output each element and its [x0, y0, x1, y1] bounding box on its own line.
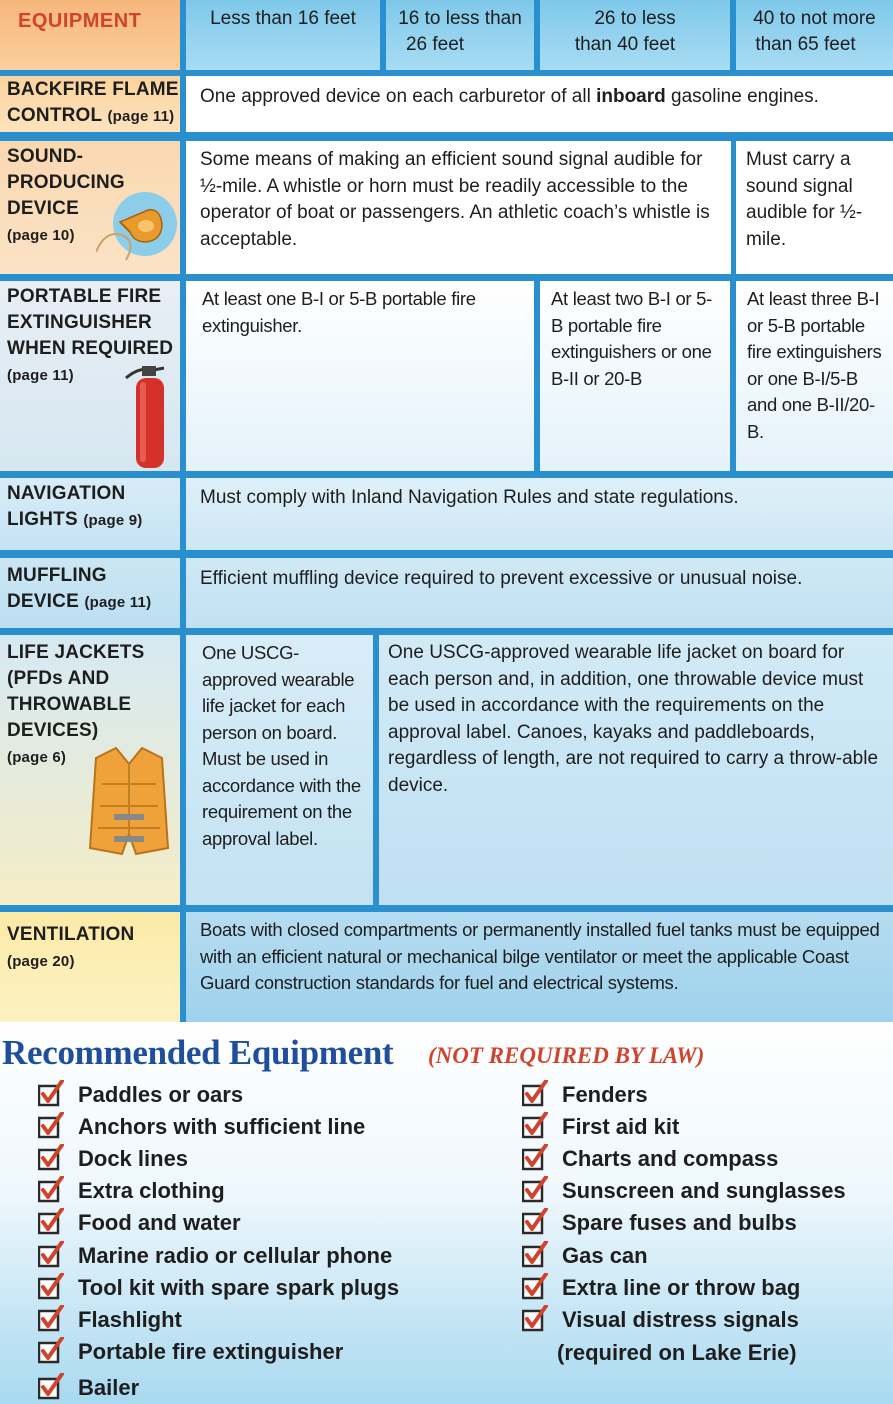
row-label-sound: SOUND- PRODUCING DEVICE (page 10)	[7, 146, 125, 244]
checkbox-icon	[522, 1212, 544, 1234]
recommended-item-label: Dock lines	[78, 1146, 189, 1171]
recommended-item	[522, 1305, 799, 1335]
recommended-item-label: Fenders	[562, 1082, 648, 1107]
row-label-fire: PORTABLE FIRE EXTINGUISHER WHEN REQUIRED (page 11)	[7, 286, 174, 384]
checkbox-icon	[38, 1180, 60, 1202]
checkbox-icon	[522, 1277, 544, 1299]
recommended-item-label: Flashlight	[78, 1307, 182, 1332]
recommended-item	[38, 1273, 399, 1303]
row-label-backfire: BACKFIRE FLAME CONTROL (page 11)	[7, 79, 179, 126]
checkbox-icon	[522, 1084, 544, 1106]
cell-sound-large: Must carry a sound signal audible for ½-mile.	[746, 149, 863, 250]
checkbox-icon	[38, 1309, 60, 1331]
header-col-less-16: Less than 16 feet	[186, 0, 380, 70]
recommended-item-label: Anchors with sufficient line	[78, 1114, 366, 1139]
checkbox-icon	[38, 1116, 60, 1138]
recommended-item	[522, 1273, 800, 1303]
checkbox-icon	[38, 1277, 60, 1299]
cell-muffle: Efficient muffling device required to prevent excessive or unusual noise.	[200, 568, 803, 589]
header-col-16-26: 16 to less than 26 feet	[386, 0, 534, 70]
recommended-item	[522, 1176, 846, 1206]
recommended-item-label: Portable fire extinguisher	[78, 1339, 344, 1364]
distress-signal-note: (required on Lake Erie)	[557, 1340, 797, 1365]
header-equipment: EQUIPMENT	[0, 0, 180, 70]
row-label-nav: NAVIGATION LIGHTS (page 9)	[7, 483, 143, 530]
header-col-40-65: 40 to not more than 65 feet	[736, 0, 893, 70]
fire-extinguisher-icon	[120, 360, 176, 470]
checkbox-icon	[38, 1148, 60, 1170]
row-label-muffle: MUFFLING DEVICE (page 11)	[7, 565, 152, 612]
checkbox-icon	[522, 1148, 544, 1170]
header-col-26-40: 26 to less than 40 feet	[540, 0, 730, 70]
cell-life-small: One USCG-approved wearable life jacket for each person on board. Must be used in accordance with the requirement on the approval label.	[202, 642, 361, 849]
checkbox-icon	[522, 1180, 544, 1202]
recommended-item-label: Tool kit with spare spark plugs	[78, 1275, 400, 1300]
checkbox-icon	[522, 1116, 544, 1138]
recommended-item	[38, 1305, 182, 1335]
whistle-icon	[96, 188, 180, 274]
recommended-item-label: Charts and compass	[562, 1146, 779, 1171]
cell-fire-mid: At least two B-I or 5-B portable fire extinguishers or one B-II or 20-B	[551, 288, 712, 389]
recommended-item	[38, 1241, 392, 1271]
checkbox-icon	[38, 1341, 60, 1363]
cell-vent: Boats with closed compartments or permanently installed fuel tanks must be equipped with an efficient natural or mechanical bilge ventilator or meet the applicable Coast Guard construction standards for fuel and electrical systems.	[200, 919, 880, 993]
recommended-item-label: First aid kit	[562, 1114, 680, 1139]
row-label-vent: VENTILATION (page 20)	[7, 924, 135, 970]
recommended-item	[38, 1144, 188, 1174]
recommended-item-label: Extra clothing	[78, 1178, 225, 1203]
recommended-subtitle: (NOT REQUIRED BY LAW)	[428, 1043, 705, 1068]
recommended-item	[522, 1144, 778, 1174]
recommended-item	[38, 1208, 241, 1238]
cell-sound-main: Some means of making an efficient sound signal audible for ½-mile. A whistle or horn must be readily accessible to the operator of boat or passengers. An athletic coach’s whistle is acceptable.	[200, 149, 710, 250]
recommended-item	[38, 1176, 225, 1206]
checkbox-icon	[522, 1245, 544, 1267]
cell-fire-large: At least three B-I or 5-B portable fire extinguishers or one B-I/5-B and one B-II/20-B.	[747, 288, 882, 442]
checkbox-icon	[38, 1377, 60, 1399]
cell-backfire: One approved device on each carburetor of all inboard gasoline engines.	[200, 86, 819, 107]
recommended-item-label: Marine radio or cellular phone	[78, 1243, 393, 1268]
recommended-item-label: Extra line or throw bag	[562, 1275, 801, 1300]
recommended-item	[38, 1373, 139, 1403]
checkbox-icon	[38, 1212, 60, 1234]
recommended-item	[522, 1080, 648, 1110]
checkbox-icon	[38, 1084, 60, 1106]
cell-fire-small: At least one B-I or 5-B portable fire extinguisher.	[202, 288, 476, 336]
checkbox-icon	[522, 1309, 544, 1331]
recommended-item	[38, 1112, 365, 1142]
recommended-item-label: Paddles or oars	[78, 1082, 244, 1107]
recommended-item	[522, 1241, 648, 1271]
recommended-item	[38, 1337, 343, 1367]
recommended-item-label: Gas can	[562, 1243, 648, 1268]
cell-life-large: One USCG-approved wearable life jacket on board for each person and, in addition, one throwable device must be used in accordance with the requirements on the approval label. Canoes, kayaks and paddleboards, regardless of length, are not required to carry a throw-able device.	[388, 642, 879, 796]
recommended-item	[522, 1208, 797, 1238]
cell-nav: Must comply with Inland Navigation Rules and state regulations.	[200, 487, 739, 508]
life-jacket-icon	[86, 744, 172, 856]
recommended-item-label: Visual distress signals	[562, 1307, 799, 1332]
recommended-item	[522, 1112, 679, 1142]
recommended-item	[38, 1080, 243, 1110]
checkbox-icon	[38, 1245, 60, 1267]
recommended-item-label: Food and water	[78, 1210, 241, 1235]
recommended-item-label: Sunscreen and sunglasses	[562, 1178, 846, 1203]
recommended-title: Recommended Equipment	[2, 1033, 394, 1072]
recommended-item-label: Spare fuses and bulbs	[562, 1210, 797, 1235]
row-label-life: LIFE JACKETS (PFDs AND THROWABLE DEVICES) (page 6)	[7, 642, 145, 766]
recommended-item-label: Bailer	[78, 1375, 140, 1400]
